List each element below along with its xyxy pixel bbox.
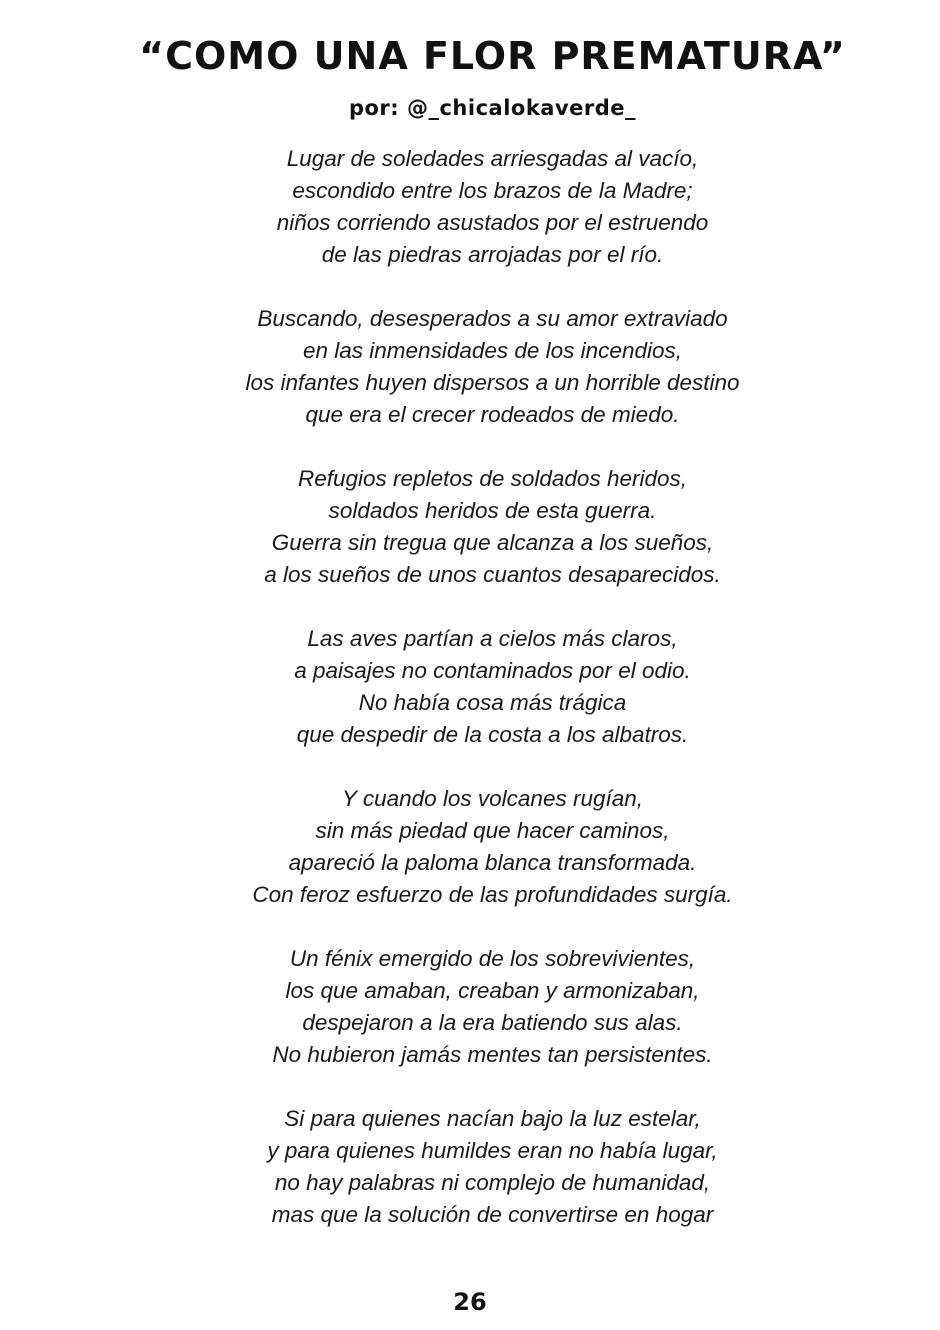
poem-line: no hay palabras ni complejo de humanidad, <box>274 1170 711 1195</box>
poem-line: los infantes huyen dispersos a un horrible destino <box>245 370 740 395</box>
stanza-6 <box>0 943 940 1071</box>
poem-line: y para quienes humildes eran no había lugar, <box>267 1138 718 1163</box>
stanza-1 <box>0 143 940 271</box>
page-number: 26 <box>453 1288 487 1316</box>
poem-line: No hubieron jamás mentes tan persistentes. <box>272 1042 713 1067</box>
poem-line: escondido entre los brazos de la Madre; <box>292 178 693 203</box>
poem-line: Lugar de soledades arriesgadas al vacío, <box>286 146 699 171</box>
poem-line: los que amaban, creaban y armonizaban, <box>285 978 700 1003</box>
poem-line: de las piedras arrojadas por el río. <box>321 242 664 267</box>
poem-line: que era el crecer rodeados de miedo. <box>305 402 680 427</box>
poem-author: por: @_chicalokaverde_ <box>348 96 637 120</box>
poem-title: “COMO UNA FLOR PREMATURA” <box>139 34 846 78</box>
poem-line: Y cuando los volcanes rugían, <box>341 786 644 811</box>
poem-line: soldados heridos de esta guerra. <box>328 498 657 523</box>
poem-line: Un fénix emergido de los sobrevivientes, <box>289 946 696 971</box>
poem-line: a paisajes no contaminados por el odio. <box>294 658 691 683</box>
poem-line: sin más piedad que hacer caminos, <box>315 818 670 843</box>
stanza-3 <box>0 463 940 591</box>
poem-line: Guerra sin tregua que alcanza a los sueños, <box>271 530 714 555</box>
poem-line: apareció la paloma blanca transformada. <box>288 850 697 875</box>
poem-line: despejaron a la era batiendo sus alas. <box>302 1010 683 1035</box>
poem-line: en las inmensidades de los incendios, <box>303 338 682 363</box>
poem-line: Buscando, desesperados a su amor extraviado <box>257 306 728 331</box>
poem-line: niños corriendo asustados por el estruendo <box>276 210 709 235</box>
stanza-2 <box>0 303 940 431</box>
poem-line: que despedir de la costa a los albatros. <box>296 722 689 747</box>
poem-line: a los sueños de unos cuantos desaparecidos. <box>264 562 721 587</box>
poem-line: Refugios repletos de soldados heridos, <box>298 466 687 491</box>
poem-line: Si para quienes nacían bajo la luz estelar, <box>284 1106 701 1131</box>
stanza-5 <box>0 783 940 911</box>
poem-body <box>0 143 940 1231</box>
poem-line: Las aves partían a cielos más claros, <box>307 626 678 651</box>
poem-line: Con feroz esfuerzo de las profundidades surgía. <box>252 882 733 907</box>
poem-line: No había cosa más trágica <box>358 690 627 715</box>
poem-line: mas que la solución de convertirse en hogar <box>271 1202 714 1227</box>
stanza-4 <box>0 623 940 751</box>
stanza-7 <box>0 1103 940 1231</box>
